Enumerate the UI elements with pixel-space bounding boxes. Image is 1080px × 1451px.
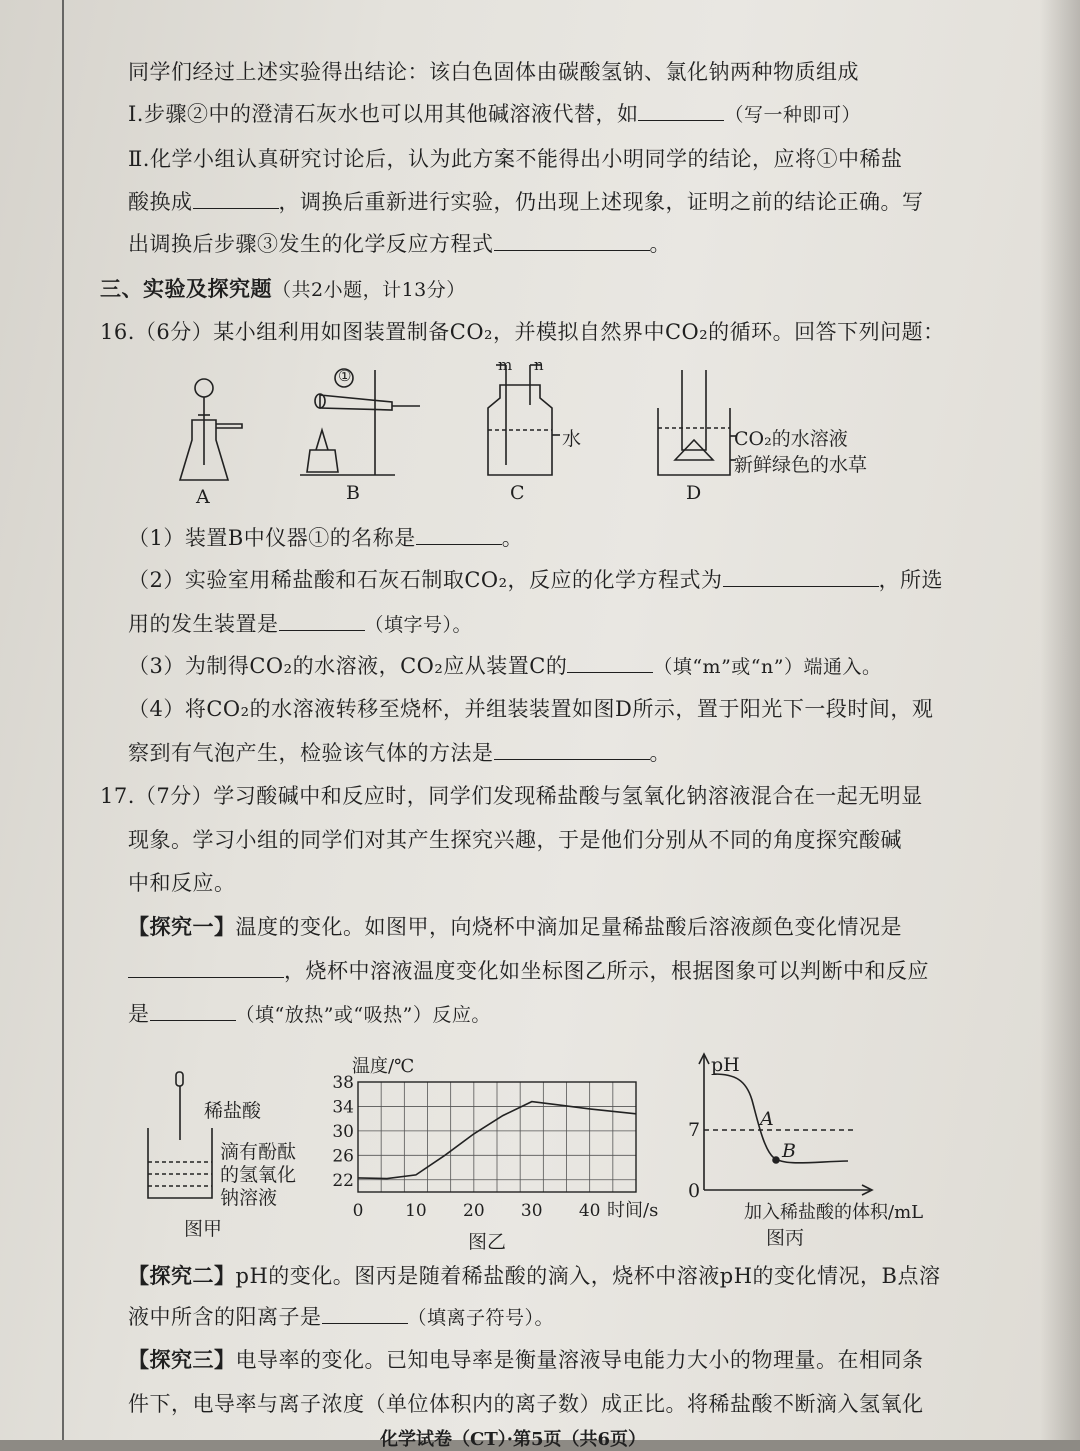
x-tick-label: 20 [463,1201,485,1221]
label-weed: 新鲜绿色的水草 [734,454,868,476]
beaker-d [658,408,730,475]
question-17: 17.（7分）学习酸碱中和反应时，同学们发现稀盐酸与氢氧化钠溶液混合在一起无明显 [100,784,923,808]
page-shadow [1040,0,1080,1440]
y-axis-label: 温度/℃ [352,1056,415,1077]
label-co2-solution: CO₂的水溶液 [734,428,848,450]
funnel-bulb [195,379,213,397]
page-footer: 化学试卷（CT）·第5页（共6页） [380,1429,647,1450]
text-line: （1）装置B中仪器①的名称是 。 [128,526,524,550]
y-tick-label: 26 [332,1146,354,1167]
ph-curve [714,1074,848,1163]
label-x-volume: 加入稀盐酸的体积/mL [744,1202,924,1223]
text-line: 出调换后步骤③发生的化学反应方程式 。 [128,232,671,256]
text-line: 【探究二】pH的变化。图丙是随着稀盐酸的滴入，烧杯中溶液pH的变化情况，B点溶 [128,1263,941,1288]
answer-blank[interactable] [638,100,724,121]
margin-line [62,0,64,1440]
label-d: D [686,482,702,504]
text-line: 件下，电导率与离子浓度（单位体积内的离子数）成正比。将稀盐酸不断滴入氢氧化 [128,1392,924,1416]
label-c: C [510,482,525,504]
dropper-bulb [176,1072,183,1086]
label-n: n [534,356,544,374]
point-b [773,1157,779,1163]
label-b: B [346,482,360,504]
text-line: （4）将CO₂的水溶液转移至烧杯，并组装装置如图D所示，置于阳光下一段时间，观 [128,697,934,721]
text-line: 【探究一】温度的变化。如图甲，向烧杯中滴加足量稀盐酸后溶液颜色变化情况是 [128,914,902,939]
x-axis-label: 时间/s [607,1200,659,1221]
text-line: （2）实验室用稀盐酸和石灰石制取CO₂，反应的化学方程式为 ，所选 [128,568,944,592]
section-heading: 三、实验及探究题（共2小题，计13分） [100,276,466,301]
x-tick-label: 40 [578,1201,601,1221]
label-origin: 0 [688,1180,701,1202]
label-acid: 稀盐酸 [204,1100,262,1122]
text-line: 【探究三】电导率的变化。已知电导率是衡量溶液导电能力大小的物理量。在相同条 [128,1347,924,1372]
text-line: ，烧杯中溶液温度变化如坐标图乙所示，根据图象可以判断中和反应 [128,957,929,985]
label-7: 7 [688,1119,701,1141]
label-m: m [498,356,513,374]
label-solution: 滴有酚酞 [220,1141,297,1163]
x-tick-label: 10 [405,1201,427,1221]
label-a: A [196,486,210,508]
inverted-tube [682,370,706,450]
label-solution: 的氢氧化 [220,1164,297,1186]
text-line: 中和反应。 [128,871,236,895]
answer-blank[interactable] [494,739,650,760]
answer-blank[interactable] [567,652,653,673]
chart-title: 图乙 [467,1231,507,1253]
y-tick-label: 34 [332,1097,354,1118]
text-line: 同学们经过上述实验得出结论：该白色固体由碳酸氢钠、氯化钠两种物质组成 [128,60,859,84]
label-point-a: A [760,1108,774,1130]
y-tick-label: 38 [332,1073,354,1093]
answer-blank[interactable] [279,610,365,631]
label-ph: pH [711,1054,740,1076]
caption-jia: 图甲 [184,1218,223,1240]
answer-blank[interactable] [150,1000,236,1021]
answer-blank[interactable] [416,524,502,545]
question-16: 16.（6分）某小组利用如图装置制备CO₂，并模拟自然界中CO₂的循环。回答下列问题： [100,320,945,344]
text-line: 是 （填“放热”或“吸热”）反应。 [128,1002,491,1026]
test-tube [320,395,392,410]
caption-bing: 图丙 [766,1227,805,1249]
x-tick-label: 0 [352,1201,364,1221]
answer-blank[interactable] [128,957,284,978]
answer-blank[interactable] [322,1303,408,1324]
text-line: 现象。学习小组的同学们对其产生探究兴趣，于是他们分别从不同的角度探究酸碱 [128,828,902,852]
label-point-b: B [782,1140,796,1162]
label-circle1: ① [338,367,352,385]
text-line: 液中所含的阳离子是 （填离子符号）。 [128,1305,555,1329]
text-line: 用的发生装置是 （填字号）。 [128,612,473,636]
y-tick-label: 30 [332,1121,354,1142]
text-line: （3）为制得CO₂的水溶液，CO₂应从装置C的 （填“m”或“n”）端通入。 [128,654,882,678]
label-solution: 钠溶液 [220,1187,278,1209]
answer-blank[interactable] [494,230,650,251]
y-tick-label: 22 [332,1170,354,1191]
answer-blank[interactable] [723,566,879,587]
alcohol-lamp [307,450,338,472]
text-line: 察到有气泡产生，检验该气体的方法是 。 [128,741,671,765]
label-water: 水 [562,428,582,450]
fig-yi-chart [320,1050,690,1253]
text-line: Ⅰ.步骤②中的澄清石灰水也可以用其他碱溶液代替，如 （写一种即可） [128,102,861,126]
text-line: 酸换成 ，调换后重新进行实验，仍出现上述现象，证明之前的结论正确。写 [128,190,924,214]
x-tick-label: 30 [520,1201,543,1221]
text-line: Ⅱ.化学小组认真研究讨论后，认为此方案不能得出小明同学的结论，应将①中稀盐 [128,147,903,171]
answer-blank[interactable] [193,188,279,209]
fig-jia-beaker [140,1070,220,1210]
